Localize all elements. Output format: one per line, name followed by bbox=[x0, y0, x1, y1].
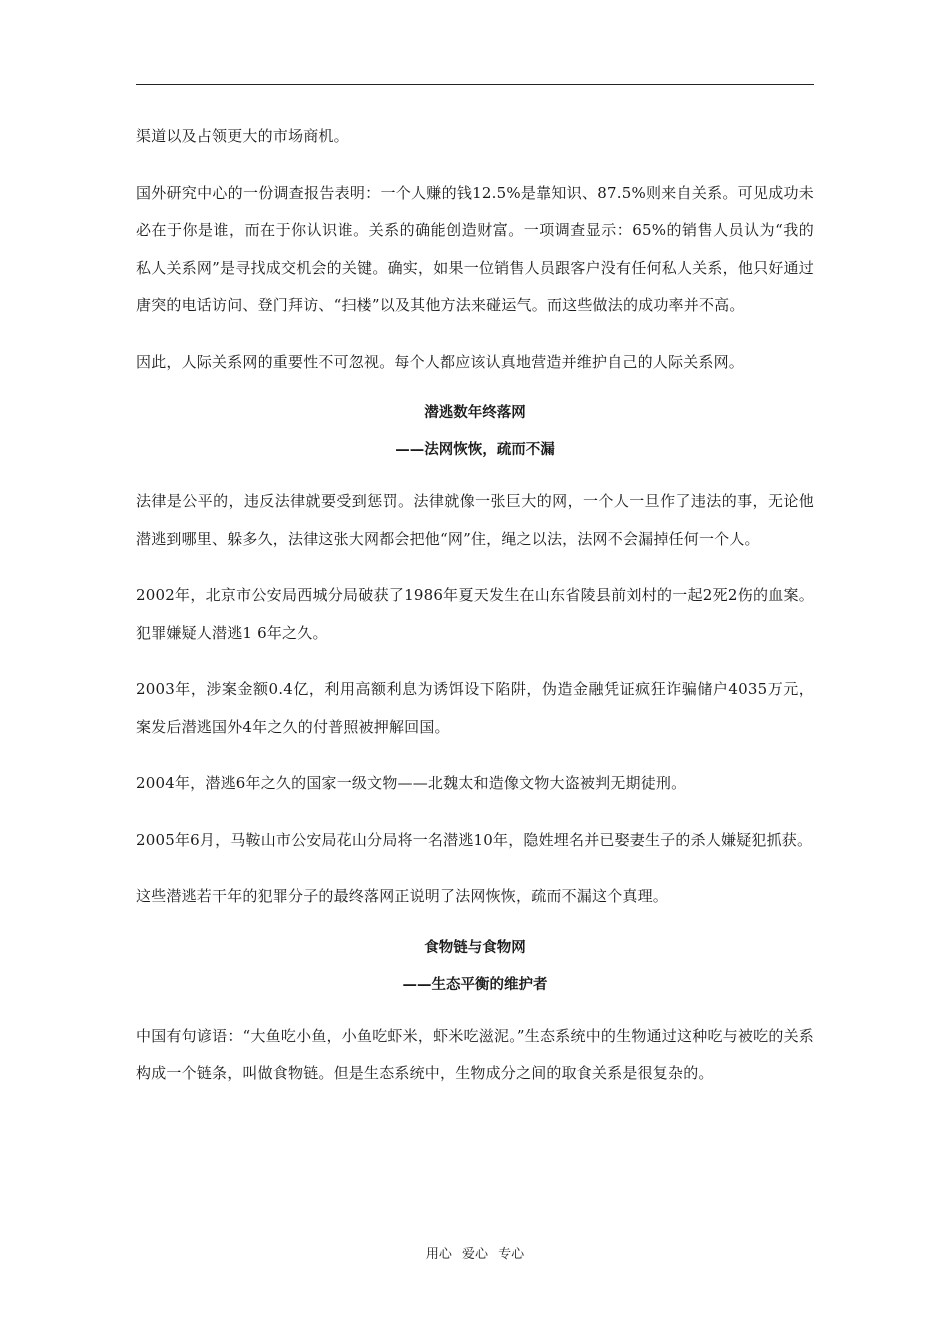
section-title-food-chain: 食物链与食物网 bbox=[424, 939, 526, 956]
paragraph-case-2004: 2004年，潜逃6年之久的国家一级文物——北魏太和造像文物大盗被判无期徒刑。 bbox=[136, 774, 687, 792]
paragraph-law-conclusion: 这些潜逃若干年的犯罪分子的最终落网正说明了法网恢恢，疏而不漏这个真理。 bbox=[136, 887, 669, 905]
section-title-fugitive: 潜逃数年终落网 bbox=[424, 405, 526, 421]
page-footer: 用心 爱心 专心 bbox=[425, 1247, 525, 1262]
paragraph-food-chain-intro: 中国有句谚语：“大鱼吃小鱼，小鱼吃虾米，虾米吃滋泥。”生态系统中的生物通过这种吃与被吃的关系构成一个链条，叫做食物链。但是生态系统中，生物成分之间的取食关系是很复杂的。 bbox=[136, 1026, 814, 1082]
page-content bbox=[136, 118, 814, 1093]
section-subtitle-fugitive: ——法网恢恢，疏而不漏 bbox=[395, 442, 555, 458]
section-subtitle-food-chain: ——生态平衡的维护者 bbox=[402, 976, 548, 993]
paragraph-case-2003: 2003年，涉案金额0.4亿，利用高额利息为诱饵设下陷阱，伪造金融凭证疯狂诈骗储户4035万元，案发后潜逃国外4年之久的付普照被押解回国。 bbox=[136, 680, 814, 736]
paragraph-relationship-survey: 国外研究中心的一份调查报告表明：一个人赚的钱12.5%是靠知识、87.5%则来自关系。可见成功未必在于你是谁，而在于你认识谁。关系的确能创造财富。一项调查显示：65%的销售人员认为“我的私人关系网”是寻找成交机会的关键。确实，如果一位销售人员跟客户没有任何私人关系，他只好通过唐突的电话访问、登门拜访、“扫楼”以及其他方法来碰运气。而这些做法的成功率并不高。 bbox=[136, 183, 814, 314]
paragraph-continuation: 渠道以及占领更大的市场商机。 bbox=[136, 127, 349, 145]
paragraph-case-2005: 2005年6月，马鞍山市公安局花山分局将一名潜逃10年，隐姓埋名并已娶妻生子的杀人嫌疑犯抓获。 bbox=[136, 830, 813, 849]
paragraph-case-2002: 2002年，北京市公安局西城分局破获了1986年夏天发生在山东省陵县前刘村的一起2死2伤的血案。犯罪嫌疑人潜逃1 6年之久。 bbox=[136, 586, 814, 642]
paragraph-law-intro: 法律是公平的，违反法律就要受到惩罚。法律就像一张巨大的网，一个人一旦作了违法的事，无论他潜逃到哪里、躲多久，法律这张大网都会把他“网”住，绳之以法，法网不会漏掉任何一个人。 bbox=[136, 492, 814, 548]
paragraph-relationship-conclusion: 因此，人际关系网的重要性不可忽视。每个人都应该认真地营造并维护自己的人际关系网。 bbox=[136, 352, 745, 371]
header-rule bbox=[136, 84, 814, 85]
